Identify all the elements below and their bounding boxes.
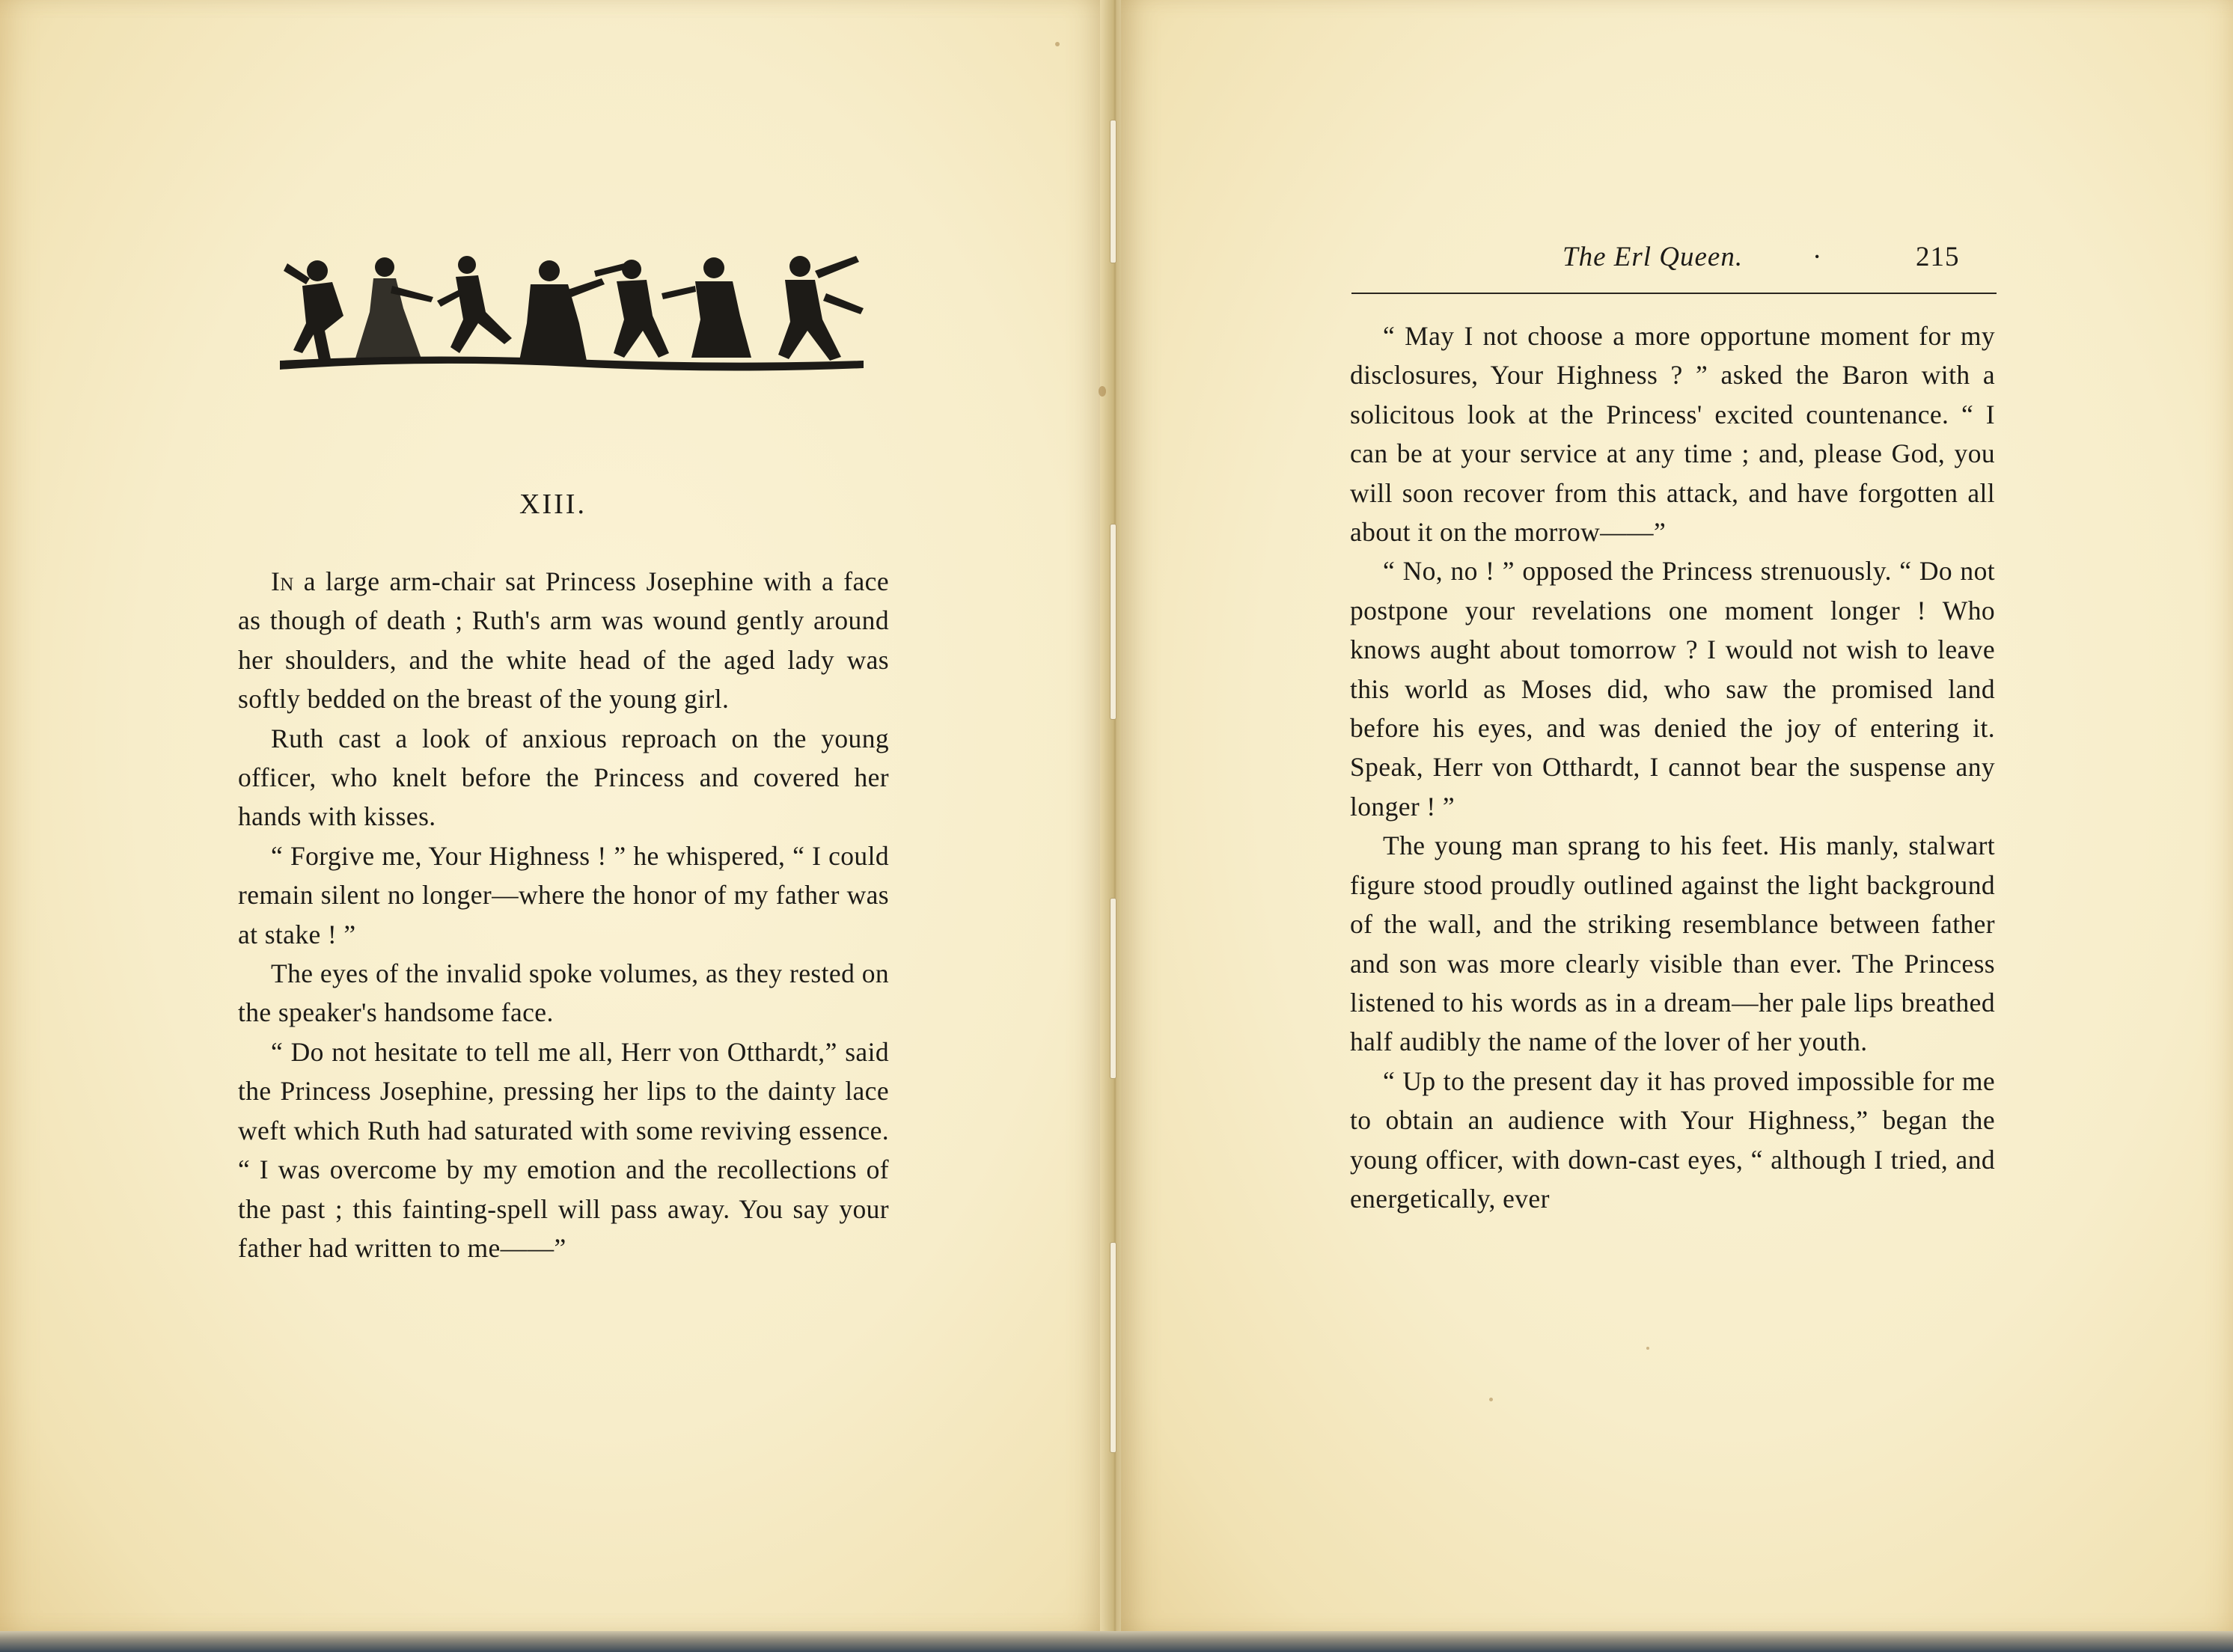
header-rule (1351, 293, 1997, 294)
paragraph: “ Up to the present day it has proved impossible for me to obtain an audience with Your Highness,” began the young officer, with down-cast eyes, “ although I tried, and energetically, ever (1350, 1065, 1995, 1214)
chapter-title: XIII. (519, 489, 587, 520)
paragraph: The young man sprang to his feet. His manly, stalwart figure stood proudly outlined against the light background of the wall, and the striking resemblance between father and son was more clearly visible than ever. The Princess listened to his words as in a dream—her pale lips breathed half audibly the name of the lover of her youth. (1350, 830, 1995, 1057)
paragraph (238, 562, 889, 719)
paragraph-lead-word: In (271, 566, 294, 596)
dancing-figures-woodcut-icon (272, 248, 871, 377)
paragraph: “ Do not hesitate to tell me all, Herr von Otthardt,” said the Princess Josephine, pressing her lips to the dainty lace weft which Ruth had saturated with some reviving essence. “ I was overcome by my emotion and the recollections of the past ; this fainting-spell will pass away. You say your father had written to me——” (238, 1036, 889, 1263)
page-number: 215 (1916, 242, 1960, 272)
binding-thread (1110, 1242, 1116, 1453)
foxing-spot (1489, 1398, 1493, 1401)
binding-thread (1110, 524, 1116, 720)
paragraph-text: a large arm-chair sat Princess Josephine with a face as though of death ; Ruth's arm was wound gently around her shoulders, and the white head of the aged lady was softly bedded on the breast of the young girl. (238, 566, 889, 715)
paragraph: The eyes of the invalid spoke volumes, as they rested on the speaker's handsome face. (238, 958, 889, 1028)
left-body-text (238, 562, 889, 1267)
paragraph: Ruth cast a look of anxious reproach on the young officer, who knelt before the Princess and covered her hands with kisses. (238, 723, 889, 832)
cover-edge (0, 1631, 2233, 1652)
right-body-text (1350, 316, 1995, 1218)
foxing-spot (1099, 386, 1106, 397)
foxing-spot (1055, 42, 1060, 46)
binding-thread (1110, 898, 1116, 1079)
binding-thread (1110, 120, 1116, 263)
paragraph: “ No, no ! ” opposed the Princess strenuously. “ Do not postpone your revelations one moment longer ! Who knows aught about tomorrow ? I would not wish to leave this world as Moses did, who saw the promised land before his eyes, and was denied the joy of entering it. Speak, Herr von Otthardt, I cannot bear the suspense any longer ! ” (1350, 556, 1995, 822)
running-head-dot: · (1812, 242, 1822, 272)
foxing-spot (1646, 1347, 1649, 1350)
paragraph: “ May I not choose a more opportune moment for my disclosures, Your Highness ? ” asked the Baron with a solicitous look at the Princess' excited countenance. “ I can be at your service at any time ; and, please God, you will soon recover from this attack, and have forgotten all about it on the morrow——” (1350, 321, 1995, 548)
running-head: The Erl Queen. (1563, 242, 1744, 272)
left-page (0, 0, 1106, 1631)
paragraph: “ Forgive me, Your Highness ! ” he whispered, “ I could remain silent no longer—where the honor of my father was at stake ! ” (238, 840, 889, 949)
